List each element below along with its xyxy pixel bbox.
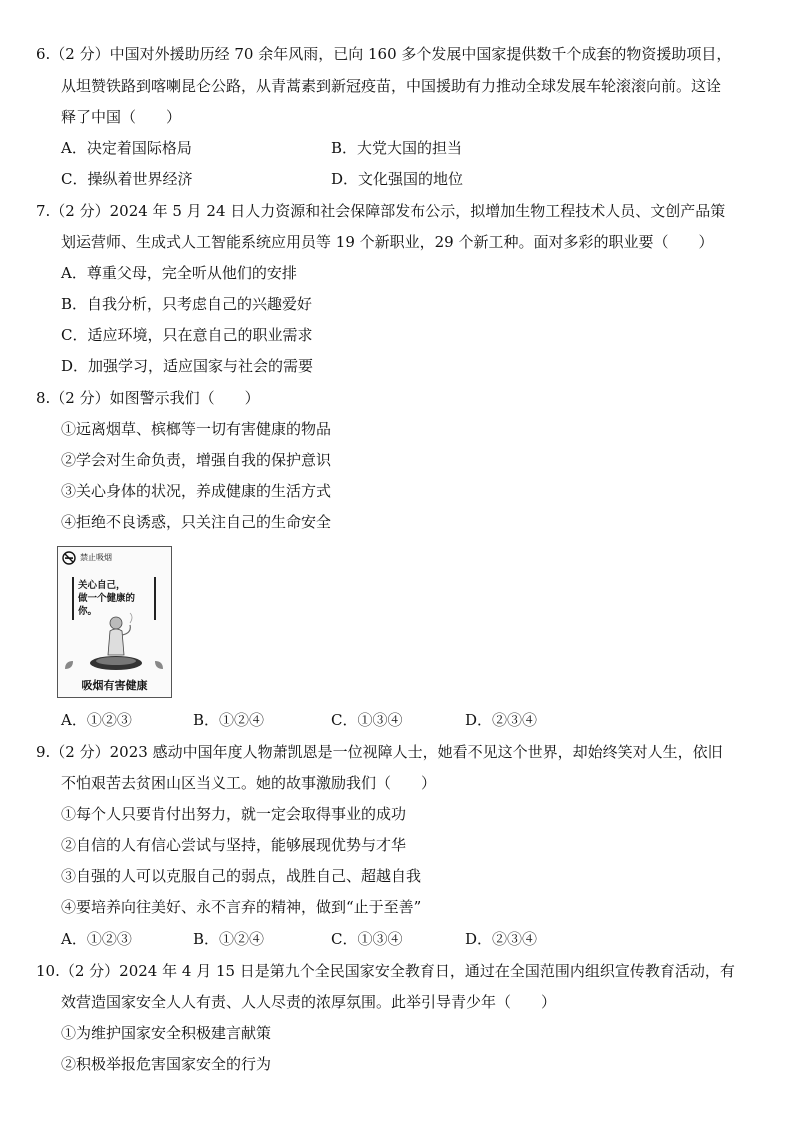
q10-stem-line1: 10.（2 分）2024 年 4 月 15 日是第九个全民国家安全教育日，通过在全国范围内组织宣传教育活动，有 <box>36 962 735 980</box>
q9-item-1: ①每个人只要肯付出努力，就一定会取得事业的成功 <box>61 805 407 823</box>
q8-stem-line1: 8.（2 分）如图警示我们（ ） <box>36 389 260 407</box>
q9-item-2: ②自信的人有信心尝试与坚持，能够展现优势与才华 <box>61 836 407 854</box>
q9-option-d[interactable]: D．②③④ <box>465 930 538 948</box>
q8-item-2: ②学会对生命负责，增强自我的保护意识 <box>61 451 332 469</box>
q7-option-b[interactable]: B．自我分析，只考虑自己的兴趣爱好 <box>61 295 313 313</box>
q7-stem-line1: 7.（2 分）2024 年 5 月 24 日人力资源和社会保障部发布公示，拟增加生物工程技术人员、文创产品策 <box>36 202 726 220</box>
poster-quote-line1: 关心自己， <box>78 580 126 591</box>
q8-option-b[interactable]: B．①②④ <box>193 711 265 729</box>
q9-option-a[interactable]: A．①②③ <box>61 930 132 948</box>
q6-stem-line2: 从坦赞铁路到喀喇昆仑公路，从青蒿素到新冠疫苗，中国援助有力推动全球发展车轮滚滚向前。这诠 <box>61 77 722 95</box>
q7-option-c[interactable]: C．适应环境，只在意自己的职业需求 <box>61 326 313 344</box>
q8-item-4: ④拒绝不良诱惑，只关注自己的生命安全 <box>61 513 332 531</box>
q6-stem-line1: 6.（2 分）中国对外援助历经 70 余年风雨，已向 160 多个发展中国家提供数千个成套的物资援助项目， <box>36 45 732 63</box>
q8-item-3: ③关心身体的状况，养成健康的生活方式 <box>61 482 332 500</box>
q6-option-c[interactable]: C．操纵着世界经济 <box>61 170 193 188</box>
no-smoking-poster <box>57 546 172 698</box>
q7-option-a[interactable]: A．尊重父母，完全听从他们的安排 <box>61 264 297 282</box>
q9-item-4: ④要培养向往美好、永不言弃的精神，做到“止于至善” <box>61 898 422 916</box>
q9-stem-line1: 9.（2 分）2023 感动中国年度人物萧凯恩是一位视障人士，她看不见这个世界，却始终笑对人生，依旧 <box>36 743 723 761</box>
q10-stem-line2: 效营造国家安全人人有责、人人尽责的浓厚氛围。此举引导青少年（ ） <box>61 993 557 1011</box>
q6-option-d[interactable]: D．文化强国的地位 <box>331 170 464 188</box>
poster-caption: 吸烟有害健康 <box>81 679 148 692</box>
q7-stem-line2: 划运营师、生成式人工智能系统应用员等 19 个新职业，29 个新工种。面对多彩的职业要（ ） <box>61 233 714 251</box>
q10-item-1: ①为维护国家安全积极建言献策 <box>61 1024 272 1042</box>
q9-option-c[interactable]: C．①③④ <box>331 930 403 948</box>
q8-option-d[interactable]: D．②③④ <box>465 711 538 729</box>
q9-option-b[interactable]: B．①②④ <box>193 930 265 948</box>
q9-stem-line2: 不怕艰苦去贫困山区当义工。她的故事激励我们（ ） <box>61 774 437 792</box>
q6-option-a[interactable]: A．决定着国际格局 <box>61 139 192 157</box>
q10-item-2: ②积极举报危害国家安全的行为 <box>61 1055 272 1073</box>
q8-item-1: ①远离烟草、槟榔等一切有害健康的物品 <box>61 420 332 438</box>
smoking-figure-illustration <box>86 611 146 673</box>
q9-item-3: ③自强的人可以克服自己的弱点，战胜自己、超越自我 <box>61 867 422 885</box>
poster-tag: 禁止吸烟 <box>80 553 112 562</box>
q8-option-a[interactable]: A．①②③ <box>61 711 132 729</box>
no-smoking-icon <box>62 551 76 565</box>
q6-stem-line3: 释了中国（ ） <box>61 108 182 126</box>
q8-option-c[interactable]: C．①③④ <box>331 711 403 729</box>
leaf-icon <box>64 660 74 670</box>
poster-quote-line2: 做一个健康的你。 <box>78 593 136 617</box>
q6-option-b[interactable]: B．大党大国的担当 <box>331 139 463 157</box>
q7-option-d[interactable]: D．加强学习，适应国家与社会的需要 <box>61 357 314 375</box>
leaf-icon <box>154 660 164 670</box>
